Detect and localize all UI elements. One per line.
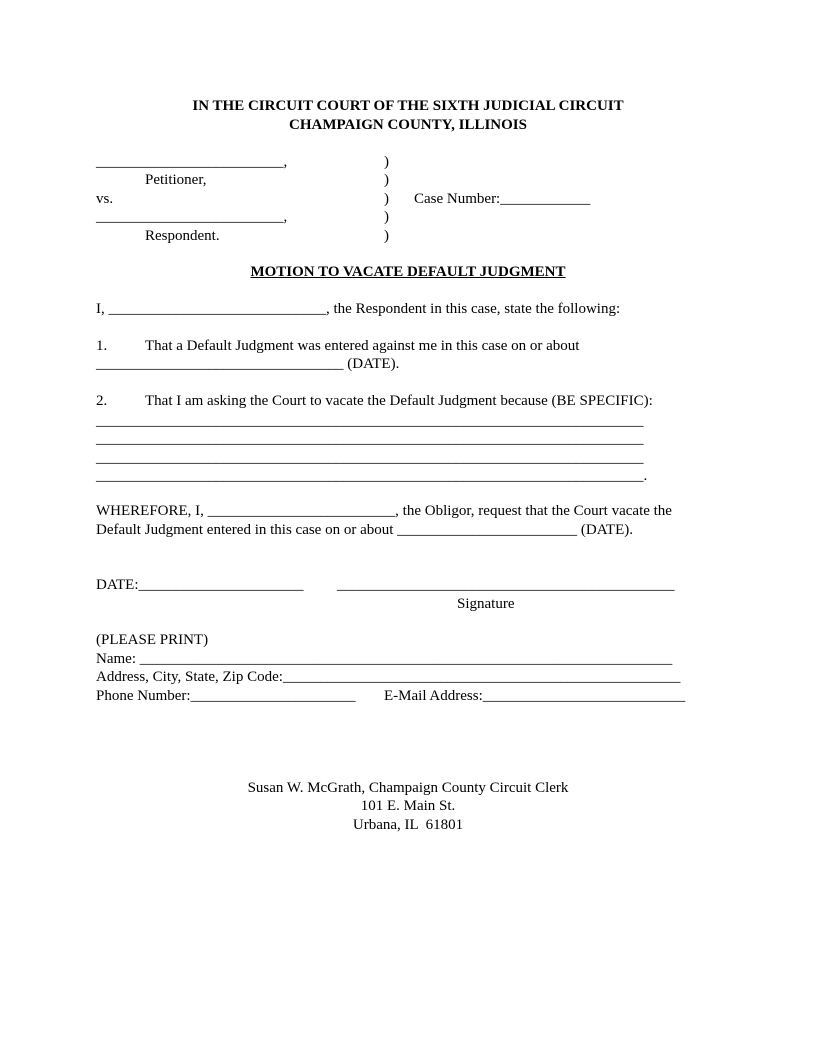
caption-paren: ) (384, 191, 389, 207)
item2-number: 2. (96, 393, 108, 409)
court-name: IN THE CIRCUIT COURT OF THE SIXTH JUDICIAL CIRCUIT (192, 98, 624, 114)
petitioner-blank: _________________________, (96, 154, 288, 170)
reason-line: _________________________________________________________________________ (96, 413, 644, 429)
case-number-field: Case Number:____________ (414, 191, 591, 207)
vs-label: vs. (96, 191, 114, 207)
item1-number: 1. (96, 338, 108, 354)
item1-date-line: _________________________________ (DATE). (96, 356, 400, 372)
clerk-street: 101 E. Main St. (360, 798, 456, 814)
address-field: Address, City, State, Zip Code:_____________________________________________________ (96, 669, 681, 685)
caption-paren: ) (384, 154, 389, 170)
intro-statement: I, _____________________________, the Respondent in this case, state the following: (96, 301, 621, 317)
reason-line: _________________________________________________________________________. (96, 468, 648, 484)
email-field: E-Mail Address:___________________________ (384, 688, 686, 704)
reason-line: _________________________________________________________________________ (96, 431, 644, 447)
clerk-city: Urbana, IL 61801 (352, 817, 464, 833)
please-print-label: (PLEASE PRINT) (96, 632, 209, 648)
item1-text: That a Default Judgment was entered against me in this case on or about (145, 338, 580, 354)
wherefore-line1: WHEREFORE, I, _________________________, the Obligor, request that the Court vacate the (96, 503, 672, 519)
caption-paren: ) (384, 172, 389, 188)
signature-label: Signature (457, 596, 515, 612)
petitioner-label: Petitioner, (145, 172, 207, 188)
caption-paren: ) (384, 209, 389, 225)
respondent-label: Respondent. (145, 228, 220, 244)
reason-line: _________________________________________________________________________ (96, 450, 644, 466)
county-name: CHAMPAIGN COUNTY, ILLINOIS (289, 117, 527, 133)
signature-line: _____________________________________________ (337, 577, 675, 593)
name-field: Name: _______________________________________________________________________ (96, 651, 673, 667)
respondent-blank: _________________________, (96, 209, 288, 225)
clerk-name: Susan W. McGrath, Champaign County Circuit Clerk (247, 780, 569, 796)
caption-paren: ) (384, 228, 389, 244)
wherefore-line2: Default Judgment entered in this case on or about ________________________ (DATE). (96, 522, 633, 538)
item2-text: That I am asking the Court to vacate the Default Judgment because (BE SPECIFIC): (145, 393, 653, 409)
phone-field: Phone Number:______________________ (96, 688, 356, 704)
motion-title: MOTION TO VACATE DEFAULT JUDGMENT (250, 264, 566, 280)
date-field: DATE:______________________ (96, 577, 304, 593)
